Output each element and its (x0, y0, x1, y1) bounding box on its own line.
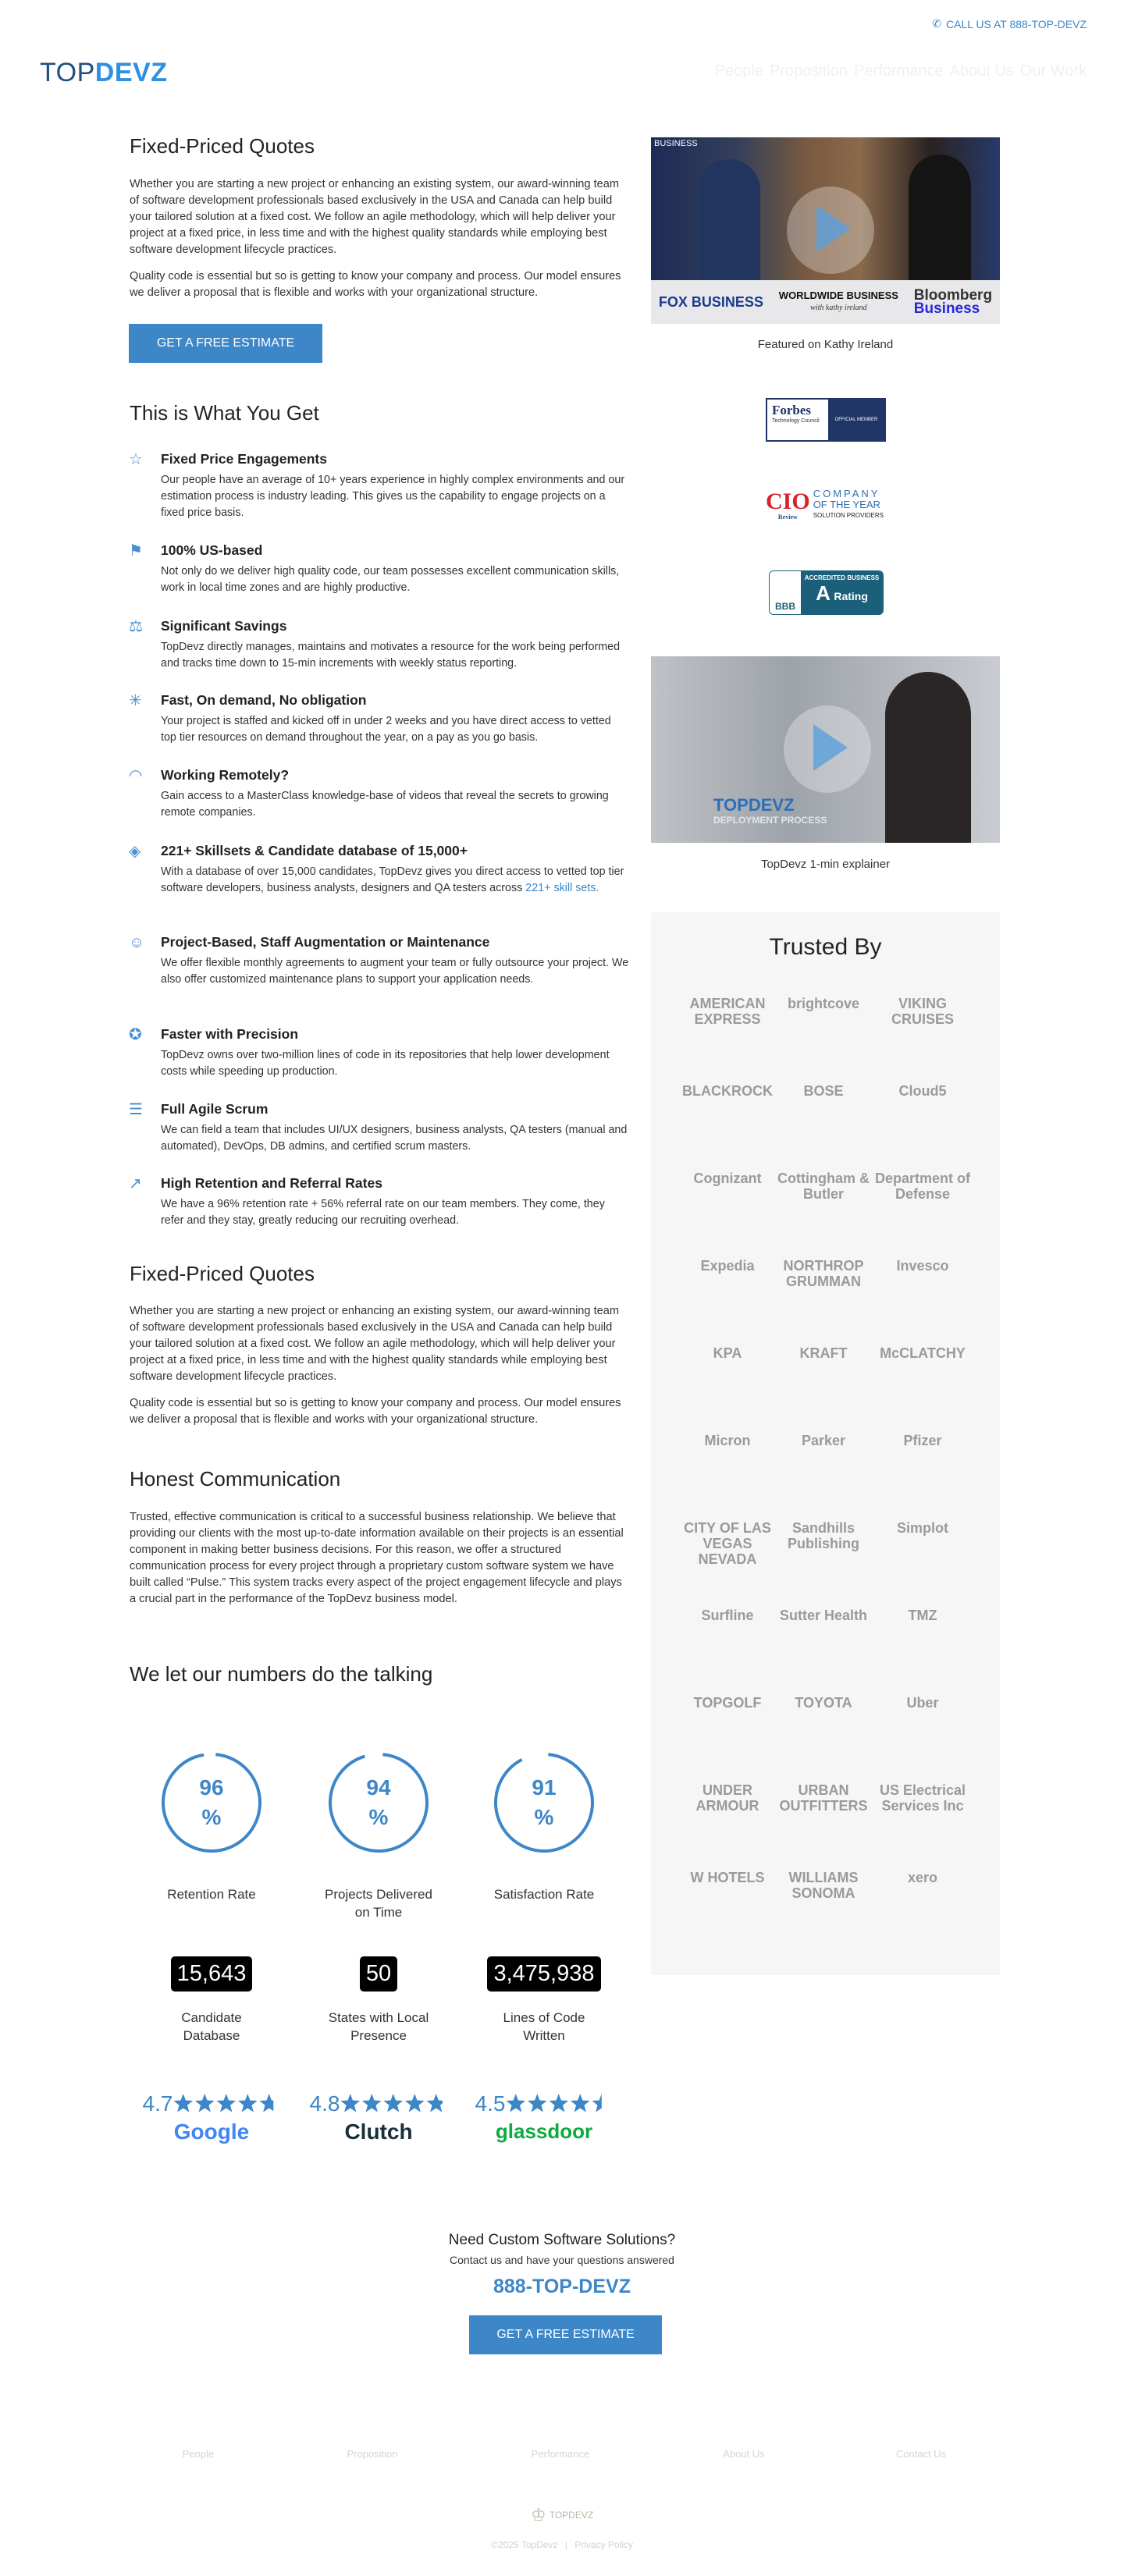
benefit-description-text: Gain access to a MasterClass knowledge-base of videos that reveal the secrets to growing remote companies. (161, 790, 609, 819)
ring-unit: % (368, 1805, 389, 1829)
benefit-title: High Retention and Referral Rates (161, 1175, 382, 1191)
cio-year: OF THE YEAR (813, 499, 880, 510)
forbes-member: OFFICIAL MEMBER (828, 400, 884, 440)
star-icon (174, 2094, 194, 2112)
counter-label: Candidate Database (181, 2010, 242, 2043)
ring-unit: % (201, 1805, 222, 1829)
bbb-rating-label: Rating (834, 590, 868, 602)
footer-link-about-us[interactable]: About Us (723, 2448, 765, 2460)
client-logo: CITY OF LAS VEGAS NEVADA (684, 1520, 771, 1567)
star-icon (528, 2094, 547, 2112)
flag-icon: ⚑ (129, 542, 143, 560)
wwb-sub: with kathy ireland (810, 304, 867, 312)
stat-counter-2 (301, 1956, 457, 2045)
client-logo: Sandhills Publishing (788, 1520, 859, 1551)
communication-paragraph: Trusted, effective communication is critical to a successful business relationship. We believe that providing our clients with the most up-to-date information available on their projects is an essential component in making better business decisions. For this reason, we offer a structured communication process for every project through a proprietary custom software system we have built called “Pulse.” This system tracks every aspect of the project engagement lifecycle and plays a crucial part in the performance of the TopDevz business model. (130, 1511, 624, 1605)
benefit-description (161, 1122, 629, 1155)
rating-score: 4.7 (142, 2091, 173, 2116)
star-icon (405, 2094, 425, 2112)
counter-value: 50 (360, 1956, 397, 1992)
ring-number: 91 (532, 1775, 557, 1800)
client-logo: WILLIAMS SONOMA (788, 1870, 859, 1901)
bbb-grade: A (816, 581, 831, 605)
benefit-description (161, 864, 629, 897)
intro-paragraph-2: Quality code is essential but so is getting to know your company and process. Our model ensures we deliver a proposal that is flexible and works with your organizational structure. (130, 270, 621, 299)
bloomberg-text: Bloomberg (913, 287, 993, 304)
intro-title: Fixed-Priced Quotes (130, 134, 315, 158)
bbb-rating (801, 571, 883, 614)
forbes-sub: Technology Council (772, 418, 820, 424)
client-logo: Parker (801, 1433, 846, 1448)
fox-business-logo: FOX BUSINESS (658, 294, 763, 310)
star-rating (340, 2093, 447, 2115)
cio-solution: SOLUTION PROVIDERS (813, 512, 884, 519)
logo-part2: DEVZ (94, 58, 168, 87)
benefit-description (161, 472, 629, 521)
benefit-description (161, 713, 629, 746)
benefit-title: Fixed Price Engagements (161, 451, 327, 467)
intro-paragraph-1: Whether you are starting a new project or enhancing an existing system, our award-winning team of software development professionals based exclusively in the USA and Canada can help build your tailored solution at a fixed cost. We follow an agile methodology, which will help deliver your project at a fixed price, in less time and with the highest quality standards while employing best software development lifecycle practices. (130, 178, 620, 256)
cio-mark (766, 490, 810, 521)
benefit-title: Working Remotely? (161, 767, 290, 783)
privacy-policy-link[interactable]: Privacy Policy (574, 2539, 633, 2550)
star-icon (217, 2094, 237, 2112)
benefit-description (161, 955, 629, 988)
forbes-badge (766, 398, 886, 442)
crown-icon: ♔ (531, 2505, 546, 2524)
remote-signal-icon: ◠ (129, 767, 143, 784)
client-logo: Sutter Health (779, 1608, 868, 1623)
video1-caption: Featured on Kathy Ireland (757, 338, 894, 351)
counter-label: Lines of Code Written (503, 2010, 585, 2043)
client-logo: Micron (704, 1433, 751, 1448)
nav-proposition[interactable]: Proposition (769, 62, 848, 80)
nav-about-us[interactable]: About Us (949, 62, 1014, 80)
client-logo: BLACKROCK (682, 1083, 773, 1099)
cio-company: COMPANY (813, 488, 880, 499)
google-logo: Google (173, 2119, 250, 2144)
contact-cta (0, 2232, 1124, 2298)
clutch-logo: Clutch (344, 2119, 413, 2144)
benefit-description-text: Our people have an average of 10+ years experience in highly complex environments and our estimation process is industry leading. This gives us the capability to engage projects on a fixed price basis. (161, 474, 625, 519)
client-logo: UNDER ARMOUR (695, 1782, 759, 1814)
nav-people[interactable]: People (714, 62, 763, 80)
ring-label: Projects Delivered on Time (325, 1887, 432, 1920)
benefit-title: Fast, On demand, No obligation (161, 692, 367, 708)
client-logo: Uber (906, 1695, 939, 1711)
trusted-by-panel (651, 912, 1000, 1975)
nav-our-work[interactable]: Our Work (1019, 62, 1087, 80)
footer-link-performance[interactable]: Performance (531, 2448, 590, 2460)
trusted-by-title: Trusted By (769, 934, 882, 960)
bbb-logo: BBB (770, 571, 801, 614)
benefit-description-text: We can field a team that includes UI/UX designers, business analysts, QA testers (manual and automated), DevOps, DB admins, and certified scrum masters. (161, 1124, 628, 1153)
benefit-description-text: With a database of over 15,000 candidates, TopDevz gives you direct access to vetted top tier software developers, business analysts, designers and QA testers across (161, 865, 624, 894)
star-icon (550, 2094, 569, 2112)
media-logos (651, 280, 1000, 324)
ring-value (133, 1773, 290, 1832)
bbb-badge (769, 570, 884, 615)
cio-review: Review (777, 513, 798, 521)
client-logo: Cloud5 (898, 1083, 947, 1099)
benefit-description-text: TopDevz directly manages, maintains and motivates a resource for the work being performed and tracks time down to 15-min increments with weekly status reporting. (161, 641, 621, 670)
main-nav (715, 62, 1087, 80)
client-logo: VIKING CRUISES (891, 996, 954, 1027)
checklist-icon: ☰ (129, 1101, 143, 1118)
cta-title: Need Custom Software Solutions? (448, 2232, 676, 2248)
video-thumbnail (651, 137, 1000, 280)
rating-score: 4.5 (475, 2091, 506, 2116)
presenter-figure (885, 672, 971, 843)
benefits-title: This is What You Get (130, 401, 319, 425)
benefit-description-text: Not only do we deliver high quality code, our team possesses excellent communication skills, work in local time zones and are highly productive. (161, 565, 620, 594)
skill-sets-link[interactable]: 221+ skill sets. (525, 882, 599, 894)
growth-chart-icon: ↗ (129, 1175, 142, 1192)
ring-value (301, 1773, 457, 1832)
benefit-title: Full Agile Scrum (161, 1101, 269, 1117)
stat-counter-1 (133, 1956, 290, 2045)
client-logo: TOPGOLF (693, 1695, 762, 1711)
footer-link-proposition[interactable]: Proposition (347, 2448, 398, 2460)
stat-ring-3 (466, 1751, 622, 1903)
stat-counter-3 (466, 1956, 622, 2045)
client-logo: Department of Defense (874, 1171, 970, 1202)
client-logo: AMERICAN EXPRESS (689, 996, 766, 1027)
star-icon (362, 2094, 382, 2112)
cta-subtitle: Contact us and have your questions answered (450, 2254, 674, 2266)
call-us-link[interactable] (932, 17, 1087, 30)
footer-link-contact-us[interactable]: Contact Us (895, 2448, 947, 2460)
footer-logo[interactable] (531, 2505, 593, 2525)
client-logo: Cognizant (693, 1171, 762, 1186)
star-icon (507, 2094, 526, 2112)
client-logo: Cottingham & Butler (777, 1171, 870, 1202)
star-icon (341, 2094, 361, 2112)
play-button[interactable] (787, 187, 874, 274)
benefit-description-text: We offer flexible monthly agreements to augment your team or fully outsource your project. We also offer customized maintenance plans to support your application needs. (161, 957, 629, 986)
benefit-description (161, 1196, 629, 1229)
network-icon: ✳ (129, 692, 142, 709)
benefit-description-text: We have a 96% retention rate + 56% referral rate on our team members. They come, they refer and they stay, greatly reducing our recruiting overhead. (161, 1198, 605, 1227)
ring-number: 96 (199, 1775, 224, 1800)
ring-unit: % (534, 1805, 554, 1829)
rating-clutch (301, 2091, 457, 2144)
quotes-title: Fixed-Priced Quotes (130, 1262, 315, 1285)
communication-title: Honest Communication (130, 1467, 341, 1491)
client-logo: xero (907, 1870, 938, 1885)
video2-caption: TopDevz 1-min explainer (760, 858, 891, 871)
medal-icon: ✪ (129, 1026, 142, 1043)
explainer-video[interactable] (651, 656, 1000, 843)
benefit-title: Significant Savings (161, 618, 287, 634)
rating-google (133, 2091, 290, 2144)
counter-value: 15,643 (171, 1956, 253, 1992)
benefit-description-text: Your project is staffed and kicked off in under 2 weeks and you have direct access to vetted top tier resources on demand throughout the year, on a pay as you go basis. (161, 715, 611, 744)
free-estimate-button[interactable]: GET A FREE ESTIMATE (129, 324, 322, 363)
ring-label: Satisfaction Rate (493, 1887, 595, 1902)
intro-text (130, 176, 629, 301)
client-logo: KRAFT (799, 1345, 848, 1361)
host-figure (909, 155, 971, 280)
counter-value: 3,475,938 (487, 1956, 600, 1992)
benefit-description (161, 788, 629, 821)
benefit-description (161, 563, 629, 596)
forbes-text: Forbes (772, 403, 812, 417)
copyright: ©2025 TopDevz (491, 2539, 558, 2550)
rating-score: 4.8 (309, 2091, 340, 2116)
stat-ring-2 (301, 1751, 457, 1921)
team-icon: ☺ (129, 934, 145, 951)
quotes-text (130, 1303, 629, 1428)
cio-award (813, 489, 884, 521)
client-logo: Expedia (700, 1258, 755, 1274)
star-icon (260, 2094, 279, 2112)
footer-bottom (0, 2539, 1124, 2550)
client-logo: Simplot (897, 1520, 948, 1536)
wwb-text: WORLDWIDE BUSINESS (778, 290, 898, 301)
star-rating (505, 2093, 613, 2115)
video-overlay-title: TOPDEVZ (713, 795, 795, 815)
benefit-title: Faster with Precision (161, 1026, 299, 1042)
cta-free-estimate-button[interactable]: GET A FREE ESTIMATE (469, 2315, 662, 2354)
client-logo: TMZ (908, 1608, 937, 1623)
client-logo: Pfizer (903, 1433, 942, 1448)
cio-text: CIO (766, 488, 810, 514)
ring-value (466, 1773, 622, 1832)
benefit-title: 221+ Skillsets & Candidate database of 15,000+ (161, 843, 468, 858)
star-icon (384, 2094, 404, 2112)
client-logo: TOYOTA (795, 1695, 852, 1711)
logo[interactable] (40, 58, 167, 88)
stat-ring-1 (133, 1751, 290, 1903)
ring-number: 94 (366, 1775, 391, 1800)
rating-glassdoor (466, 2091, 622, 2144)
client-logo: KPA (713, 1345, 742, 1361)
divider: | (564, 2539, 567, 2550)
cio-badge (766, 484, 886, 526)
footer-logo-text: TOPDEVZ (549, 2510, 594, 2521)
client-logo: Invesco (896, 1258, 949, 1274)
star-icon (592, 2094, 612, 2112)
quotes-paragraph-1: Whether you are starting a new project or enhancing an existing system, our award-winning team of software development professionals based exclusively in the USA and Canada can help build your tailored solution at a fixed cost. We follow an agile methodology, which will help deliver your project at a fixed price, in less time and with the highest quality standards while employing best software development lifecycle practices. (130, 1305, 620, 1383)
benefit-description (161, 1047, 629, 1080)
glassdoor-logo: glassdoor (495, 2119, 593, 2143)
lightbulb-hand-icon: ☆ (129, 451, 143, 468)
client-logo: McCLATCHY (880, 1345, 966, 1361)
logo-part1: TOP (40, 58, 95, 87)
client-logo: URBAN OUTFITTERS (779, 1782, 868, 1814)
benefit-description-text: TopDevz owns over two-million lines of code in its repositories that help lower development costs while speeding up production. (161, 1049, 610, 1078)
star-icon (195, 2094, 215, 2112)
worldwide-business-logo (779, 290, 898, 314)
ring-label: Retention Rate (167, 1887, 256, 1902)
video-tag: BUSINESS (654, 139, 698, 148)
counter-label: States with Local Presence (328, 2010, 429, 2043)
star-rating (173, 2093, 280, 2115)
host-figure (698, 159, 760, 280)
footer-link-people[interactable]: People (182, 2448, 215, 2460)
client-logo: Surfline (701, 1608, 754, 1623)
forbes-left (767, 400, 828, 440)
quotes-paragraph-2: Quality code is essential but so is getting to know your company and process. Our model ensures we deliver a proposal that is flexible and works with your organizational structure. (130, 1397, 621, 1426)
play-button[interactable] (784, 705, 871, 793)
video-overlay-subtitle: DEPLOYMENT PROCESS (713, 815, 827, 826)
nav-performance[interactable]: Performance (854, 62, 944, 80)
client-logo: brightcove (787, 996, 859, 1011)
bloomberg-logo (914, 289, 992, 315)
star-icon (238, 2094, 258, 2112)
play-icon (816, 205, 851, 252)
numbers-title: We let our numbers do the talking (130, 1662, 433, 1686)
client-logo: US Electrical Services Inc (879, 1782, 966, 1814)
cta-phone-link[interactable]: 888-TOP-DEVZ (493, 2276, 631, 2297)
kathy-ireland-video[interactable] (651, 137, 1000, 324)
star-icon (427, 2094, 446, 2112)
savings-hand-icon: ⚖ (129, 618, 143, 635)
layers-icon: ◈ (129, 843, 141, 860)
bloomberg-sub: Business (913, 300, 980, 317)
benefit-title: Project-Based, Staff Augmentation or Maintenance (161, 934, 490, 950)
client-logo: NORTHROP GRUMMAN (783, 1258, 864, 1289)
client-logo: BOSE (803, 1083, 844, 1099)
benefit-description (161, 639, 629, 672)
play-icon (813, 724, 848, 771)
call-us-label: CALL US AT 888-TOP-DEVZ (946, 17, 1087, 30)
star-icon (571, 2094, 590, 2112)
client-logo: W HOTELS (690, 1870, 765, 1885)
phone-icon: ✆ (932, 17, 941, 30)
benefit-title: 100% US-based (161, 542, 263, 558)
bbb-accredited: ACCREDITED BUSINESS (804, 574, 880, 581)
